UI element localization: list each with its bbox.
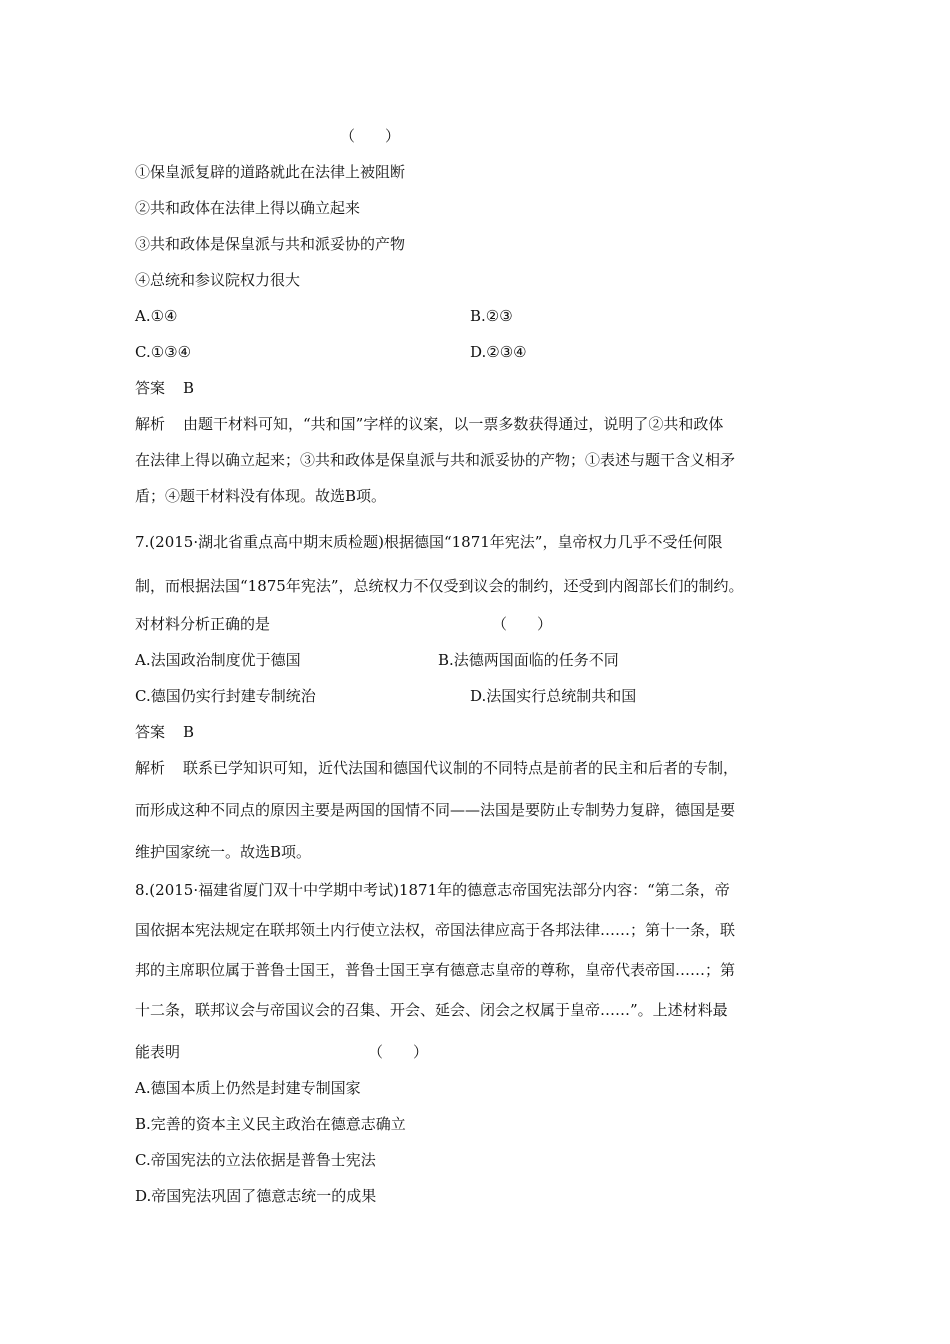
q7-analysis-line-1: [135, 758, 738, 778]
q6-option-b: B.②③: [470, 307, 513, 325]
q6-option-d: D.②③④: [470, 343, 527, 361]
q6-analysis-line-1: [135, 414, 723, 434]
q7-option-d: D.法国实行总统制共和国: [470, 687, 637, 705]
q6-analysis-line-3: 盾；④题干材料没有体现。故选B项。: [135, 487, 387, 505]
q6-analysis-label: 解析: [135, 415, 166, 433]
q6-analysis-line-2: 在法律上得以确立起来；③共和政体是保皇派与共和派妥协的产物；①表述与题干含义相矛: [135, 451, 736, 469]
q8-stem-line-2: 国依据本宪法规定在联邦领土内行使立法权，帝国法律应高于各邦法律……；第十一条，联: [135, 921, 736, 939]
q7-answer: [135, 722, 194, 742]
q7-stem-line-1: 7.(2015·湖北省重点高中期末质检题)根据德国“1871年宪法”，皇帝权力几乎不受任何限: [135, 533, 723, 551]
q8-stem-text-5: 能表明: [135, 1043, 181, 1061]
q6-option-c: C.①③④: [135, 343, 192, 361]
q6-answer-value: B: [183, 379, 195, 397]
q7-option-c: C.德国仍实行封建专制统治: [135, 687, 316, 705]
q8-answer-bracket: （ ）: [368, 1043, 429, 1061]
q6-statement-3: ③共和政体是保皇派与共和派妥协的产物: [135, 235, 406, 253]
q6-answer: [135, 378, 194, 398]
q7-stem-line-2: 制，而根据法国“1875年宪法”，总统权力不仅受到议会的制约，还受到内阁部长们的制约。: [135, 577, 744, 595]
q8-option-d: D.帝国宪法巩固了德意志统一的成果: [135, 1187, 377, 1205]
q8-option-c: C.帝国宪法的立法依据是普鲁士宪法: [135, 1151, 376, 1169]
q7-stem-text-3: 对材料分析正确的是: [135, 615, 271, 633]
q8-stem-line-3: 邦的主席职位属于普鲁士国王，普鲁士国王享有德意志皇帝的尊称，皇帝代表帝国……；第: [135, 961, 736, 979]
q7-answer-bracket: （ ）: [492, 615, 553, 633]
q8-option-a: A.德国本质上仍然是封建专制国家: [135, 1079, 361, 1097]
q6-statement-1: ①保皇派复辟的道路就此在法律上被阻断: [135, 163, 406, 181]
q6-option-a: A.①④: [135, 307, 178, 325]
q6-analysis-text-1: 由题干材料可知，“共和国”字样的议案，以一票多数获得通过，说明了②共和政体: [183, 415, 724, 433]
q7-analysis-line-2: 而形成这种不同点的原因主要是两国的国情不同——法国是要防止专制势力复辟，德国是要: [135, 801, 736, 819]
q7-answer-label: 答案: [135, 723, 166, 741]
q7-analysis-label: 解析: [135, 759, 166, 777]
q7-answer-value: B: [183, 723, 195, 741]
q6-statement-4: ④总统和参议院权力很大: [135, 271, 301, 289]
q8-stem-line-5: [135, 1042, 428, 1062]
q6-answer-label: 答案: [135, 379, 166, 397]
q8-stem-line-1: 8.(2015·福建省厦门双十中学期中考试)1871年的德意志帝国宪法部分内容：“第二条，帝: [135, 881, 730, 899]
q7-option-b: B.法德两国面临的任务不同: [438, 651, 619, 669]
q8-option-b: B.完善的资本主义民主政治在德意志确立: [135, 1115, 406, 1133]
q6-answer-bracket: （ ）: [340, 127, 401, 145]
q7-stem-line-3: [135, 614, 552, 634]
q7-option-a: A.法国政治制度优于德国: [135, 651, 301, 669]
q7-analysis-line-3: 维护国家统一。故选B项。: [135, 843, 312, 861]
q7-analysis-text-1: 联系已学知识可知，近代法国和德国代议制的不同特点是前者的民主和后者的专制，: [183, 759, 739, 777]
q8-stem-line-4: 十二条，联邦议会与帝国议会的召集、开会、延会、闭会之权属于皇帝……”。上述材料最: [135, 1001, 728, 1019]
q6-statement-2: ②共和政体在法律上得以确立起来: [135, 199, 361, 217]
